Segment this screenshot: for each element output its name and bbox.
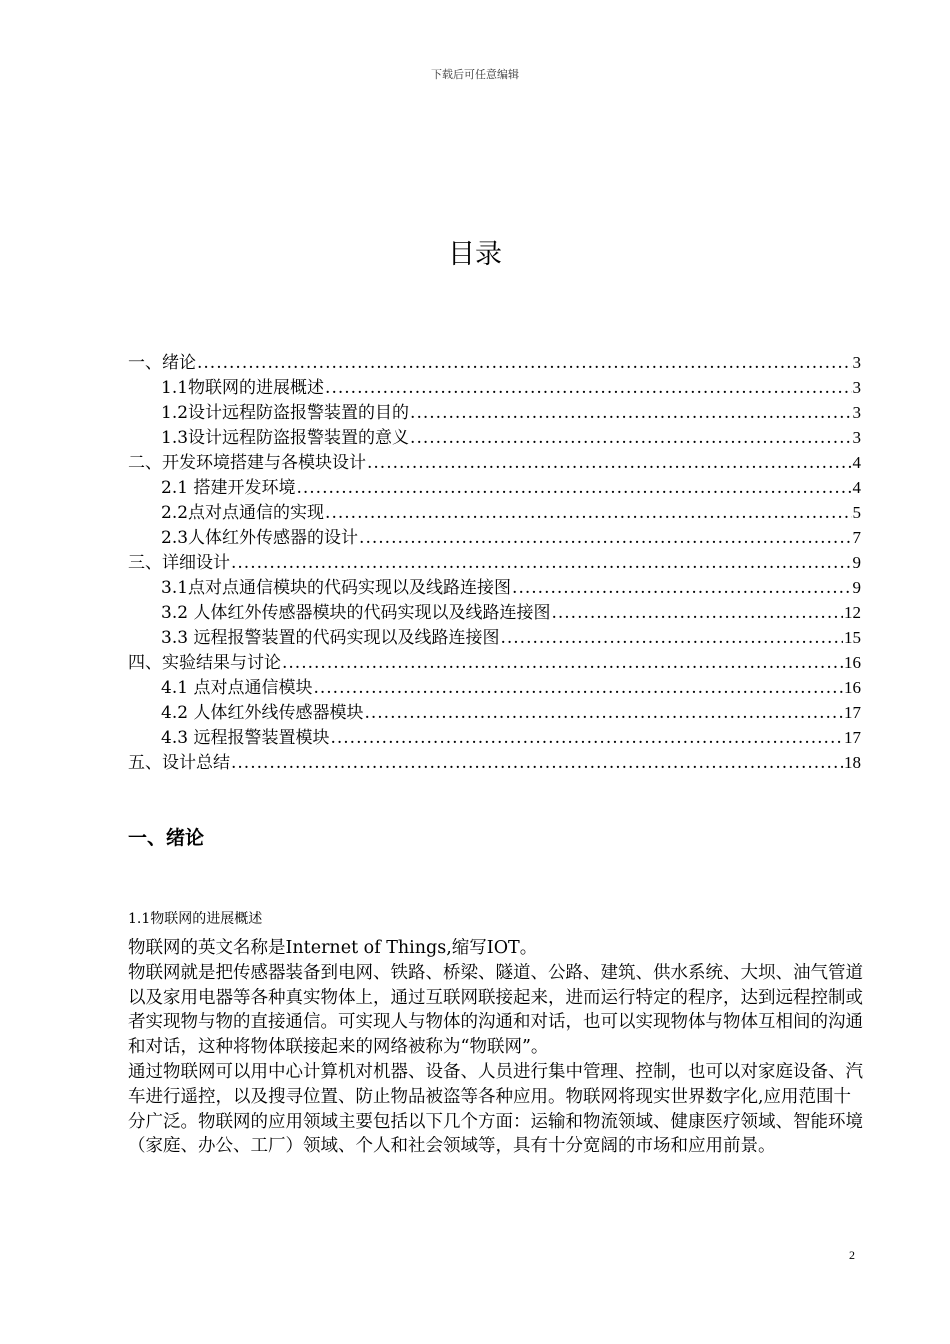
- toc-entry-page: 7: [852, 528, 861, 547]
- section-heading: 一、绪论: [128, 827, 205, 849]
- toc-entry-label: 1.3设计远程防盗报警装置的意义: [161, 428, 410, 448]
- toc-entry[interactable]: [128, 425, 861, 450]
- toc-dot-leader: [282, 651, 843, 676]
- toc-entry[interactable]: [128, 350, 861, 375]
- toc-entry-label: 3.3 远程报警装置的代码实现以及线路连接图: [161, 628, 500, 648]
- toc-entry-label: 1.1物联网的进展概述: [161, 378, 325, 398]
- table-of-contents: [128, 350, 861, 775]
- toc-dot-leader: [330, 726, 843, 751]
- toc-entry[interactable]: [128, 525, 861, 550]
- toc-entry-page: 15: [844, 628, 861, 647]
- paragraph: 物联网的英文名称是Internet of Things,缩写IOT。: [128, 938, 538, 958]
- toc-dot-leader: [296, 476, 851, 501]
- toc-entry-page: 3: [852, 378, 861, 397]
- toc-entry[interactable]: [128, 700, 861, 725]
- toc-entry-label: 3.1点对点通信模块的代码实现以及线路连接图: [161, 578, 512, 598]
- toc-dot-leader: [551, 601, 843, 626]
- toc-entry-label: 4.1 点对点通信模块: [161, 678, 313, 698]
- toc-entry-label: 二、开发环境搭建与各模块设计: [128, 453, 366, 473]
- toc-entry-page: 4: [852, 453, 861, 472]
- toc-entry[interactable]: [128, 650, 861, 675]
- toc-dot-leader: [512, 576, 851, 601]
- toc-dot-leader: [313, 676, 843, 701]
- toc-entry[interactable]: [128, 575, 861, 600]
- toc-dot-leader: [410, 401, 851, 426]
- toc-entry[interactable]: [128, 600, 861, 625]
- toc-entry-label: 三、详细设计: [128, 553, 230, 573]
- toc-entry-page: 9: [852, 578, 861, 597]
- toc-entry[interactable]: [128, 475, 861, 500]
- toc-entry-page: 12: [844, 603, 861, 622]
- toc-entry-page: 9: [852, 553, 861, 572]
- toc-entry[interactable]: [128, 500, 861, 525]
- toc-dot-leader: [231, 751, 843, 776]
- toc-dot-leader: [410, 426, 851, 451]
- toc-title: 目录: [448, 239, 502, 270]
- subsection-heading: 1.1物联网的进展概述: [128, 911, 263, 927]
- toc-entry-label: 3.2 人体红外传感器模块的代码实现以及线路连接图: [161, 603, 551, 623]
- toc-dot-leader: [367, 451, 852, 476]
- toc-dot-leader: [231, 551, 852, 576]
- toc-dot-leader: [500, 626, 843, 651]
- body-text: [128, 936, 868, 1159]
- toc-entry-page: 17: [844, 703, 861, 722]
- header-note: 下载后可任意编辑: [431, 68, 519, 81]
- toc-entry[interactable]: [128, 550, 861, 575]
- toc-entry-page: 16: [844, 653, 861, 672]
- toc-dot-leader: [325, 376, 851, 401]
- toc-entry-label: 四、实验结果与讨论: [128, 653, 281, 673]
- paragraph: 物联网就是把传感器装备到电网、铁路、桥梁、隧道、公路、建筑、供水系统、大坝、油气管道以及家用电器等各种真实物体上，通过互联网联接起来，进而运行特定的程序，达到远程控制或者实现物与物的直接通信。可实现人与物体的沟通和对话，也可以实现物体与物体互相间的沟通和对话，这种将物体联接起来的网络被称为“物联网”。: [128, 962, 863, 1058]
- toc-entry-page: 3: [852, 403, 861, 422]
- toc-entry-label: 2.2点对点通信的实现: [161, 503, 325, 523]
- toc-entry[interactable]: [128, 400, 861, 425]
- toc-entry-page: 17: [844, 728, 861, 747]
- toc-entry-page: 18: [844, 753, 861, 772]
- toc-dot-leader: [364, 701, 843, 726]
- toc-dot-leader: [325, 501, 851, 526]
- toc-entry[interactable]: [128, 750, 861, 775]
- toc-entry-label: 4.2 人体红外线传感器模块: [161, 703, 364, 723]
- toc-entry[interactable]: [128, 450, 861, 475]
- toc-dot-leader: [197, 351, 852, 376]
- toc-entry-page: 4: [852, 478, 861, 497]
- toc-dot-leader: [359, 526, 851, 551]
- toc-entry-label: 2.1 搭建开发环境: [161, 478, 296, 498]
- toc-entry-label: 4.3 远程报警装置模块: [161, 728, 330, 748]
- toc-entry-page: 16: [844, 678, 861, 697]
- page-number: 2: [849, 1248, 855, 1262]
- toc-entry-page: 5: [852, 503, 861, 522]
- toc-entry-page: 3: [852, 353, 861, 372]
- toc-entry-page: 3: [852, 428, 861, 447]
- toc-entry[interactable]: [128, 725, 861, 750]
- paragraph: 通过物联网可以用中心计算机对机器、设备、人员进行集中管理、控制，也可以对家庭设备、汽车进行遥控，以及搜寻位置、防止物品被盗等各种应用。物联网将现实世界数字化,应用范围十分广泛。物联网的应用领域主要包括以下几个方面：运输和物流领域、健康医疗领域、智能环境（家庭、办公、工厂）领域、个人和社会领域等，具有十分宽阔的市场和应用前景。: [128, 1061, 863, 1157]
- toc-entry[interactable]: [128, 675, 861, 700]
- toc-entry-label: 2.3人体红外传感器的设计: [161, 528, 359, 548]
- toc-entry[interactable]: [128, 375, 861, 400]
- toc-entry[interactable]: [128, 625, 861, 650]
- toc-entry-label: 1.2设计远程防盗报警装置的目的: [161, 403, 410, 423]
- toc-entry-label: 五、设计总结: [128, 753, 230, 773]
- toc-entry-label: 一、绪论: [128, 353, 196, 373]
